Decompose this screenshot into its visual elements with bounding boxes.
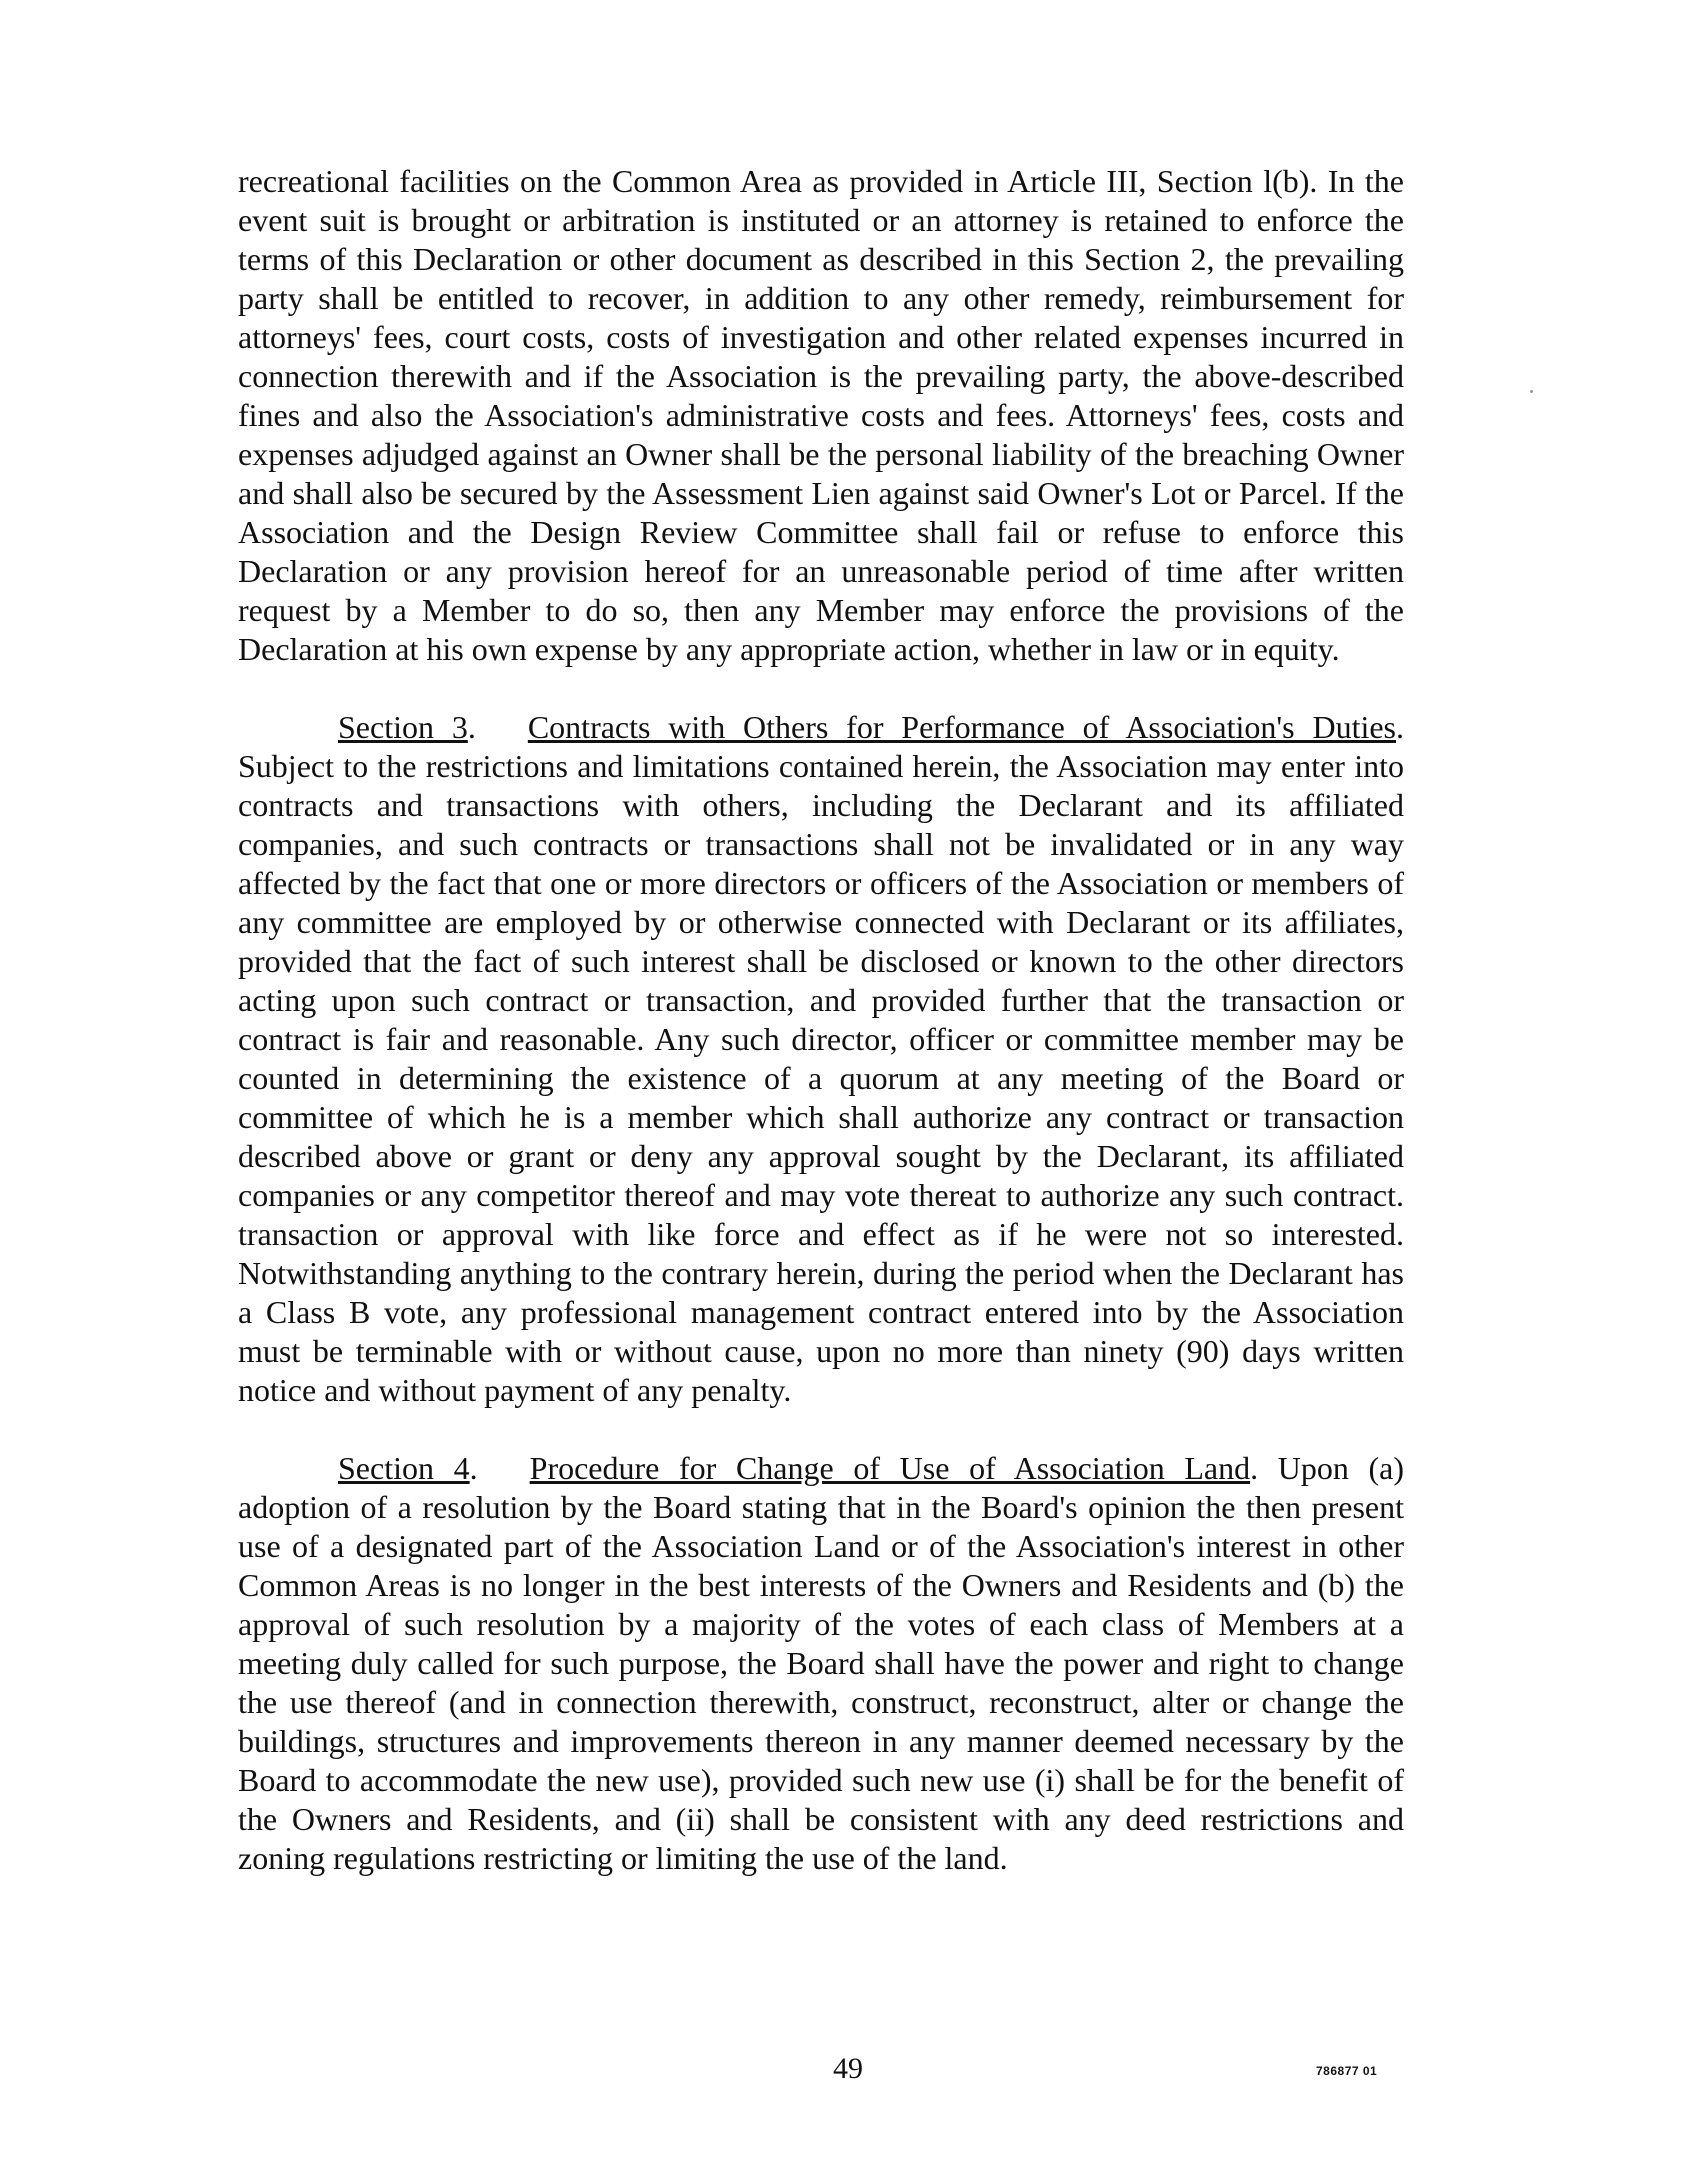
section-3-title: Contracts with Others for Performance of Association's Duties <box>527 709 1397 745</box>
section-4-title: Procedure for Change of Use of Association Land <box>529 1450 1251 1486</box>
paragraph-section-3: Section 3. Contracts with Others for Performance of Association's Duties. Subject to the restrictions and limitations contained herein, the Association may enter into contracts and transactions with others, including the Declarant and its affiliated companies, and such contracts or transactions shall not be invalidated or in any way affected by the fact that one or more directors or officers of the Association or members of any committee are employed by or otherwise connected with Declarant or its affiliates, provided that the fact of such interest shall be disclosed or known to the other directors acting upon such contract or transaction, and provided further that the transaction or contract is fair and reasonable. Any such director, officer or committee member may be counted in determining the existence of a quorum at any meeting of the Board or committee of which he is a member which shall authorize any contract or transaction described above or grant or deny any approval sought by the Declarant, its affiliated companies or any competitor thereof and may vote thereat to authorize any such contract. transaction or approval with like force and effect as if he were not so interested. Notwithstanding anything to the contrary herein, during the period when the Declarant has a Class B vote, any professional management contract entered into by the Association must be terminable with or without cause, upon no more than ninety (90) days written notice and without payment of any penalty. <box>238 709 1405 1408</box>
section-4-body: Upon (a) adoption of a resolution by the Board stating that in the Board's opinion the then present use of a designated part of the Association Land or of the Association's interest in other Common Areas is no longer in the best interests of the Owners and Residents and (b) the approval of such resolution by a majority of the votes of each class of Members at a meeting duly called for such purpose, the Board shall have the power and right to change the use thereof (and in connection therewith, construct, reconstruct, alter or change the buildings, structures and improvements thereon in any manner deemed necessary by the Board to accommodate the new use), provided such new use (i) shall be for the benefit of the Owners and Residents, and (ii) shall be consistent with any deed restrictions and zoning regulations restricting or limiting the use of the land. <box>238 1450 1405 1876</box>
section-3-body: Subject to the restrictions and limitations contained herein, the Association may enter into contracts and transactions with others, including the Declarant and its affiliated companies, and such contracts or transactions shall not be invalidated or in any way affected by the fact that one or more directors or officers of the Association or members of any committee are employed by or otherwise connected with Declarant or its affiliates, provided that the fact of such interest shall be disclosed or known to the other directors acting upon such contract or transaction, and provided further that the transaction or contract is fair and reasonable. Any such director, officer or committee member may be counted in determining the existence of a quorum at any meeting of the Board or committee of which he is a member which shall authorize any contract or transaction described above or grant or deny any approval sought by the Declarant, its affiliated companies or any competitor thereof and may vote thereat to authorize any such contract. transaction or approval with like force and effect as if he were not so interested. Notwithstanding anything to the contrary herein, during the period when the Declarant has a Class B vote, any professional management contract entered into by the Association must be terminable with or without cause, upon no more than ninety (90) days written notice and without payment of any penalty. <box>238 748 1404 1408</box>
document-body <box>238 162 1404 1917</box>
paragraph-section-2-continuation <box>238 162 1404 669</box>
document-id: 786877 01 <box>1316 2064 1378 2078</box>
scan-speck <box>1530 390 1533 393</box>
section-4-number: Section 4 <box>338 1450 470 1486</box>
section-3-number: Section 3 <box>338 709 468 745</box>
paragraph-text: recreational facilities on the Common Area as provided in Article III, Section l(b). In the event suit is brought or arbitration is instituted or an attorney is retained to enforce the terms of this Declaration or other document as described in this Section 2, the prevailing party shall be entitled to recover, in addition to any other remedy, reimbursement for attorneys' fees, court costs, costs of investigation and other related expenses incurred in connection therewith and if the Association is the prevailing party, the above-described fines and also the Association's administrative costs and fees. Attorneys' fees, costs and expenses adjudged against an Owner shall be the personal liability of the breaching Owner and shall also be secured by the Assessment Lien against said Owner's Lot or Parcel. If the Association and the Design Review Committee shall fail or refuse to enforce this Declaration or any provision hereof for an unreasonable period of time after written request by a Member to do so, then any Member may enforce the provisions of the Declaration at his own expense by any appropriate action, whether in law or in equity. <box>238 163 1404 667</box>
page-number: 49 <box>833 2052 863 2085</box>
paragraph-section-4: Section 4. Procedure for Change of Use of Association Land. Upon (a) adoption of a resolution by the Board stating that in the Board's opinion the then present use of a designated part of the Association Land or of the Association's interest in other Common Areas is no longer in the best interests of the Owners and Residents and (b) the approval of such resolution by a majority of the votes of each class of Members at a meeting duly called for such purpose, the Board shall have the power and right to change the use thereof (and in connection therewith, construct, reconstruct, alter or change the buildings, structures and improvements thereon in any manner deemed necessary by the Board to accommodate the new use), provided such new use (i) shall be for the benefit of the Owners and Residents, and (ii) shall be consistent with any deed restrictions and zoning regulations restricting or limiting the use of the land. <box>238 1450 1405 1876</box>
